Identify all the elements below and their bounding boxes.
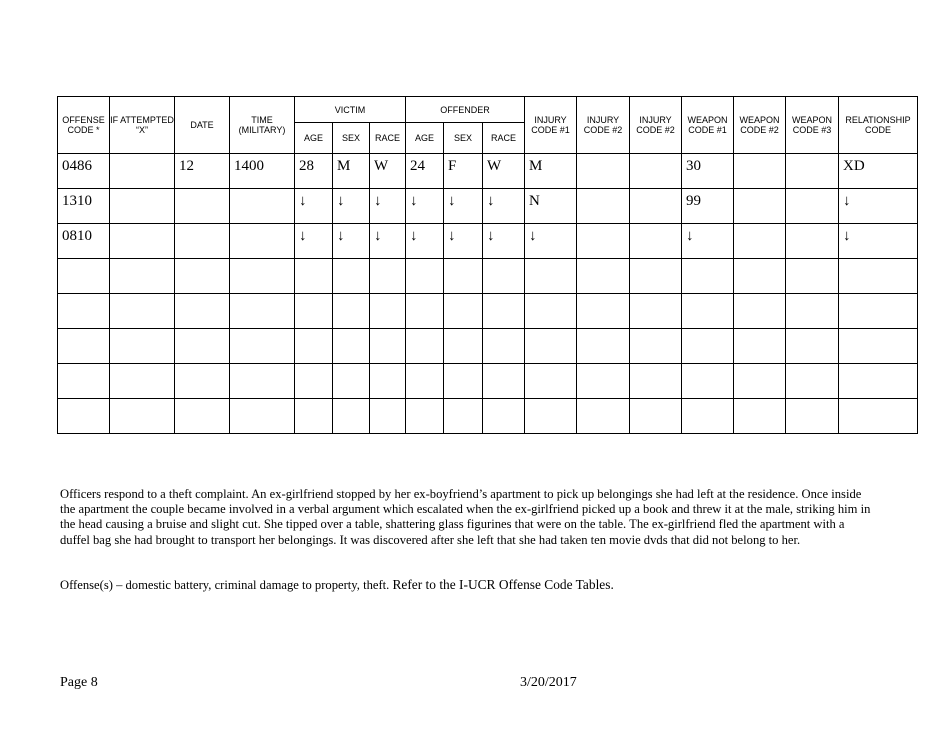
cell-weapon-code-3[interactable]: [786, 399, 839, 434]
cell-weapon-code-1[interactable]: [682, 294, 734, 329]
cell-weapon-code-2[interactable]: [734, 259, 786, 294]
cell-offender-age[interactable]: [406, 259, 444, 294]
cell-date[interactable]: [175, 294, 230, 329]
cell-relationship-code[interactable]: [839, 399, 918, 434]
cell-relationship-code[interactable]: ↓: [839, 224, 918, 259]
header-victim-sex: SEX: [333, 123, 370, 154]
header-relationship-code: RELATIONSHIP CODE: [839, 97, 918, 154]
header-offender-sex: SEX: [444, 123, 483, 154]
cell-relationship-code[interactable]: [839, 329, 918, 364]
header-date: DATE: [175, 97, 230, 154]
table-row: [58, 399, 918, 434]
cell-weapon-code-2[interactable]: [734, 364, 786, 399]
table-row: [58, 189, 918, 224]
header-victim: VICTIM: [295, 97, 406, 123]
cell-injury-code-3[interactable]: [630, 224, 682, 259]
table-row: [58, 154, 918, 189]
cell-offender-race[interactable]: [483, 329, 525, 364]
table-row: [58, 294, 918, 329]
cell-weapon-code-2[interactable]: [734, 189, 786, 224]
cell-victim-age[interactable]: ↓: [295, 189, 333, 224]
cell-victim-sex[interactable]: ↓: [333, 189, 370, 224]
cell-offense-code[interactable]: [58, 294, 110, 329]
cell-weapon-code-2[interactable]: [734, 329, 786, 364]
cell-weapon-code-2[interactable]: [734, 224, 786, 259]
cell-injury-code-2[interactable]: [577, 154, 630, 189]
cell-victim-age[interactable]: [295, 329, 333, 364]
cell-weapon-code-3[interactable]: [786, 364, 839, 399]
cell-offender-age[interactable]: [406, 364, 444, 399]
cell-victim-race[interactable]: ↓: [370, 224, 406, 259]
cell-victim-age[interactable]: [295, 294, 333, 329]
cell-victim-sex[interactable]: ↓: [333, 224, 370, 259]
cell-offender-age[interactable]: [406, 329, 444, 364]
cell-relationship-code[interactable]: ↓: [839, 189, 918, 224]
offense-form-table: [57, 96, 918, 434]
header-injury-code-2: INJURY CODE #2: [577, 97, 630, 154]
cell-weapon-code-1[interactable]: [682, 364, 734, 399]
cell-offender-race[interactable]: [483, 364, 525, 399]
form-body: [58, 154, 918, 434]
cell-date[interactable]: [175, 259, 230, 294]
cell-offender-age[interactable]: [406, 294, 444, 329]
cell-victim-sex[interactable]: [333, 329, 370, 364]
cell-relationship-code[interactable]: [839, 364, 918, 399]
cell-if-attempted[interactable]: [110, 224, 175, 259]
cell-injury-code-3[interactable]: [630, 399, 682, 434]
cell-injury-code-1[interactable]: [525, 399, 577, 434]
cell-weapon-code-3[interactable]: [786, 154, 839, 189]
cell-injury-code-1[interactable]: ↓: [525, 224, 577, 259]
cell-injury-code-3[interactable]: [630, 259, 682, 294]
cell-time[interactable]: [230, 399, 295, 434]
header-injury-code-3: INJURY CODE #2: [630, 97, 682, 154]
cell-victim-race[interactable]: ↓: [370, 189, 406, 224]
cell-victim-sex[interactable]: [333, 399, 370, 434]
cell-time[interactable]: [230, 224, 295, 259]
cell-victim-race[interactable]: [370, 364, 406, 399]
cell-weapon-code-2[interactable]: [734, 154, 786, 189]
header-time: TIME (MILITARY): [230, 97, 295, 154]
cell-victim-sex[interactable]: M: [333, 154, 370, 189]
cell-time[interactable]: [230, 189, 295, 224]
table-row: [58, 364, 918, 399]
cell-victim-sex[interactable]: [333, 364, 370, 399]
cell-victim-race[interactable]: [370, 399, 406, 434]
cell-offender-sex[interactable]: F: [444, 154, 483, 189]
cell-weapon-code-2[interactable]: [734, 294, 786, 329]
cell-weapon-code-1[interactable]: 99: [682, 189, 734, 224]
table-row: [58, 224, 918, 259]
cell-victim-age[interactable]: ↓: [295, 224, 333, 259]
cell-date[interactable]: [175, 189, 230, 224]
footer-date: 3/20/2017: [520, 675, 577, 690]
cell-offender-sex[interactable]: ↓: [444, 189, 483, 224]
cell-injury-code-2[interactable]: [577, 224, 630, 259]
header-offender-race: RACE: [483, 123, 525, 154]
offenses-text: Offense(s) – domestic battery, criminal damage to property, theft.: [60, 578, 390, 592]
cell-relationship-code[interactable]: XD: [839, 154, 918, 189]
cell-date[interactable]: [175, 224, 230, 259]
cell-weapon-code-1[interactable]: [682, 259, 734, 294]
cell-offender-sex[interactable]: [444, 399, 483, 434]
cell-offender-race[interactable]: [483, 294, 525, 329]
cell-offender-race[interactable]: W: [483, 154, 525, 189]
cell-weapon-code-3[interactable]: [786, 294, 839, 329]
cell-injury-code-3[interactable]: [630, 189, 682, 224]
offenses-line: [60, 577, 872, 593]
header-offender: OFFENDER: [406, 97, 525, 123]
cell-if-attempted[interactable]: [110, 364, 175, 399]
header-weapon-code-1: WEAPON CODE #1: [682, 97, 734, 154]
cell-time[interactable]: 1400: [230, 154, 295, 189]
cell-offender-race[interactable]: [483, 259, 525, 294]
cell-offender-sex[interactable]: [444, 259, 483, 294]
cell-time[interactable]: [230, 364, 295, 399]
cell-offender-age[interactable]: ↓: [406, 189, 444, 224]
cell-if-attempted[interactable]: [110, 329, 175, 364]
header-offender-age: AGE: [406, 123, 444, 154]
cell-victim-age[interactable]: [295, 259, 333, 294]
cell-victim-age[interactable]: [295, 364, 333, 399]
cell-injury-code-2[interactable]: [577, 329, 630, 364]
cell-weapon-code-1[interactable]: ↓: [682, 224, 734, 259]
cell-victim-race[interactable]: [370, 329, 406, 364]
cell-offender-race[interactable]: ↓: [483, 189, 525, 224]
offense-code-reference: Refer to the I-UCR Offense Code Tables.: [392, 577, 614, 592]
cell-if-attempted[interactable]: [110, 294, 175, 329]
cell-weapon-code-2[interactable]: [734, 399, 786, 434]
cell-offender-sex[interactable]: [444, 329, 483, 364]
cell-date[interactable]: 12: [175, 154, 230, 189]
cell-offender-age[interactable]: [406, 399, 444, 434]
page-number: Page 8: [60, 675, 98, 690]
cell-injury-code-2[interactable]: [577, 399, 630, 434]
cell-time[interactable]: [230, 294, 295, 329]
table-row: [58, 259, 918, 294]
cell-relationship-code[interactable]: [839, 294, 918, 329]
cell-victim-age[interactable]: [295, 399, 333, 434]
cell-victim-race[interactable]: W: [370, 154, 406, 189]
cell-offense-code[interactable]: 1310: [58, 189, 110, 224]
header-weapon-code-2: WEAPON CODE #2: [734, 97, 786, 154]
cell-weapon-code-3[interactable]: [786, 329, 839, 364]
cell-offender-race[interactable]: ↓: [483, 224, 525, 259]
header-offense-code: OFFENSE CODE *: [58, 97, 110, 154]
cell-victim-age[interactable]: 28: [295, 154, 333, 189]
cell-injury-code-3[interactable]: [630, 329, 682, 364]
table-row: [58, 329, 918, 364]
cell-if-attempted[interactable]: [110, 154, 175, 189]
cell-injury-code-1[interactable]: M: [525, 154, 577, 189]
header-victim-race: RACE: [370, 123, 406, 154]
cell-if-attempted[interactable]: [110, 259, 175, 294]
cell-injury-code-1[interactable]: [525, 259, 577, 294]
cell-injury-code-3[interactable]: [630, 364, 682, 399]
header-victim-age: AGE: [295, 123, 333, 154]
cell-offender-age[interactable]: ↓: [406, 224, 444, 259]
cell-offender-sex[interactable]: [444, 294, 483, 329]
cell-victim-race[interactable]: [370, 294, 406, 329]
cell-time[interactable]: [230, 329, 295, 364]
cell-offender-sex[interactable]: ↓: [444, 224, 483, 259]
cell-injury-code-3[interactable]: [630, 154, 682, 189]
cell-weapon-code-3[interactable]: [786, 259, 839, 294]
cell-injury-code-1[interactable]: [525, 364, 577, 399]
cell-victim-race[interactable]: [370, 259, 406, 294]
header-if-attempted: IF ATTEMPTED “X”: [110, 97, 175, 154]
cell-weapon-code-1[interactable]: 30: [682, 154, 734, 189]
cell-offense-code[interactable]: [58, 329, 110, 364]
cell-offense-code[interactable]: 0486: [58, 154, 110, 189]
header-injury-code-1: INJURY CODE #1: [525, 97, 577, 154]
cell-victim-sex[interactable]: [333, 294, 370, 329]
cell-weapon-code-1[interactable]: [682, 329, 734, 364]
cell-offense-code[interactable]: [58, 364, 110, 399]
cell-offense-code[interactable]: [58, 259, 110, 294]
cell-offender-age[interactable]: 24: [406, 154, 444, 189]
cell-offense-code[interactable]: 0810: [58, 224, 110, 259]
cell-victim-sex[interactable]: [333, 259, 370, 294]
cell-weapon-code-1[interactable]: [682, 399, 734, 434]
cell-injury-code-1[interactable]: [525, 294, 577, 329]
cell-offender-sex[interactable]: [444, 364, 483, 399]
cell-weapon-code-3[interactable]: [786, 224, 839, 259]
cell-date[interactable]: [175, 399, 230, 434]
cell-weapon-code-3[interactable]: [786, 189, 839, 224]
cell-offense-code[interactable]: [58, 399, 110, 434]
cell-injury-code-3[interactable]: [630, 294, 682, 329]
cell-time[interactable]: [230, 259, 295, 294]
cell-date[interactable]: [175, 329, 230, 364]
cell-date[interactable]: [175, 364, 230, 399]
cell-relationship-code[interactable]: [839, 259, 918, 294]
cell-injury-code-2[interactable]: [577, 259, 630, 294]
cell-injury-code-1[interactable]: N: [525, 189, 577, 224]
cell-injury-code-2[interactable]: [577, 294, 630, 329]
cell-injury-code-1[interactable]: [525, 329, 577, 364]
cell-injury-code-2[interactable]: [577, 189, 630, 224]
incident-narrative: Officers respond to a theft complaint. An ex-girlfriend stopped by her ex-boyfriend’s apartment to pick up belongings she had left at the residence. Once inside the apartment the couple became involved in a verbal argument which escalated when the ex-girlfriend picked up a book and threw it at the male, striking him in the head causing a bruise and slight cut. She tipped over a table, shattering glass figurines that were on the table. The ex-girlfriend fled the apartment with a duffel bag she had brought to transport her belongings. It was discovered after she left that she had taken ten movie dvds that did not belong to her.: [60, 487, 871, 547]
cell-injury-code-2[interactable]: [577, 364, 630, 399]
header-weapon-code-3: WEAPON CODE #3: [786, 97, 839, 154]
cell-offender-race[interactable]: [483, 399, 525, 434]
cell-if-attempted[interactable]: [110, 399, 175, 434]
cell-if-attempted[interactable]: [110, 189, 175, 224]
